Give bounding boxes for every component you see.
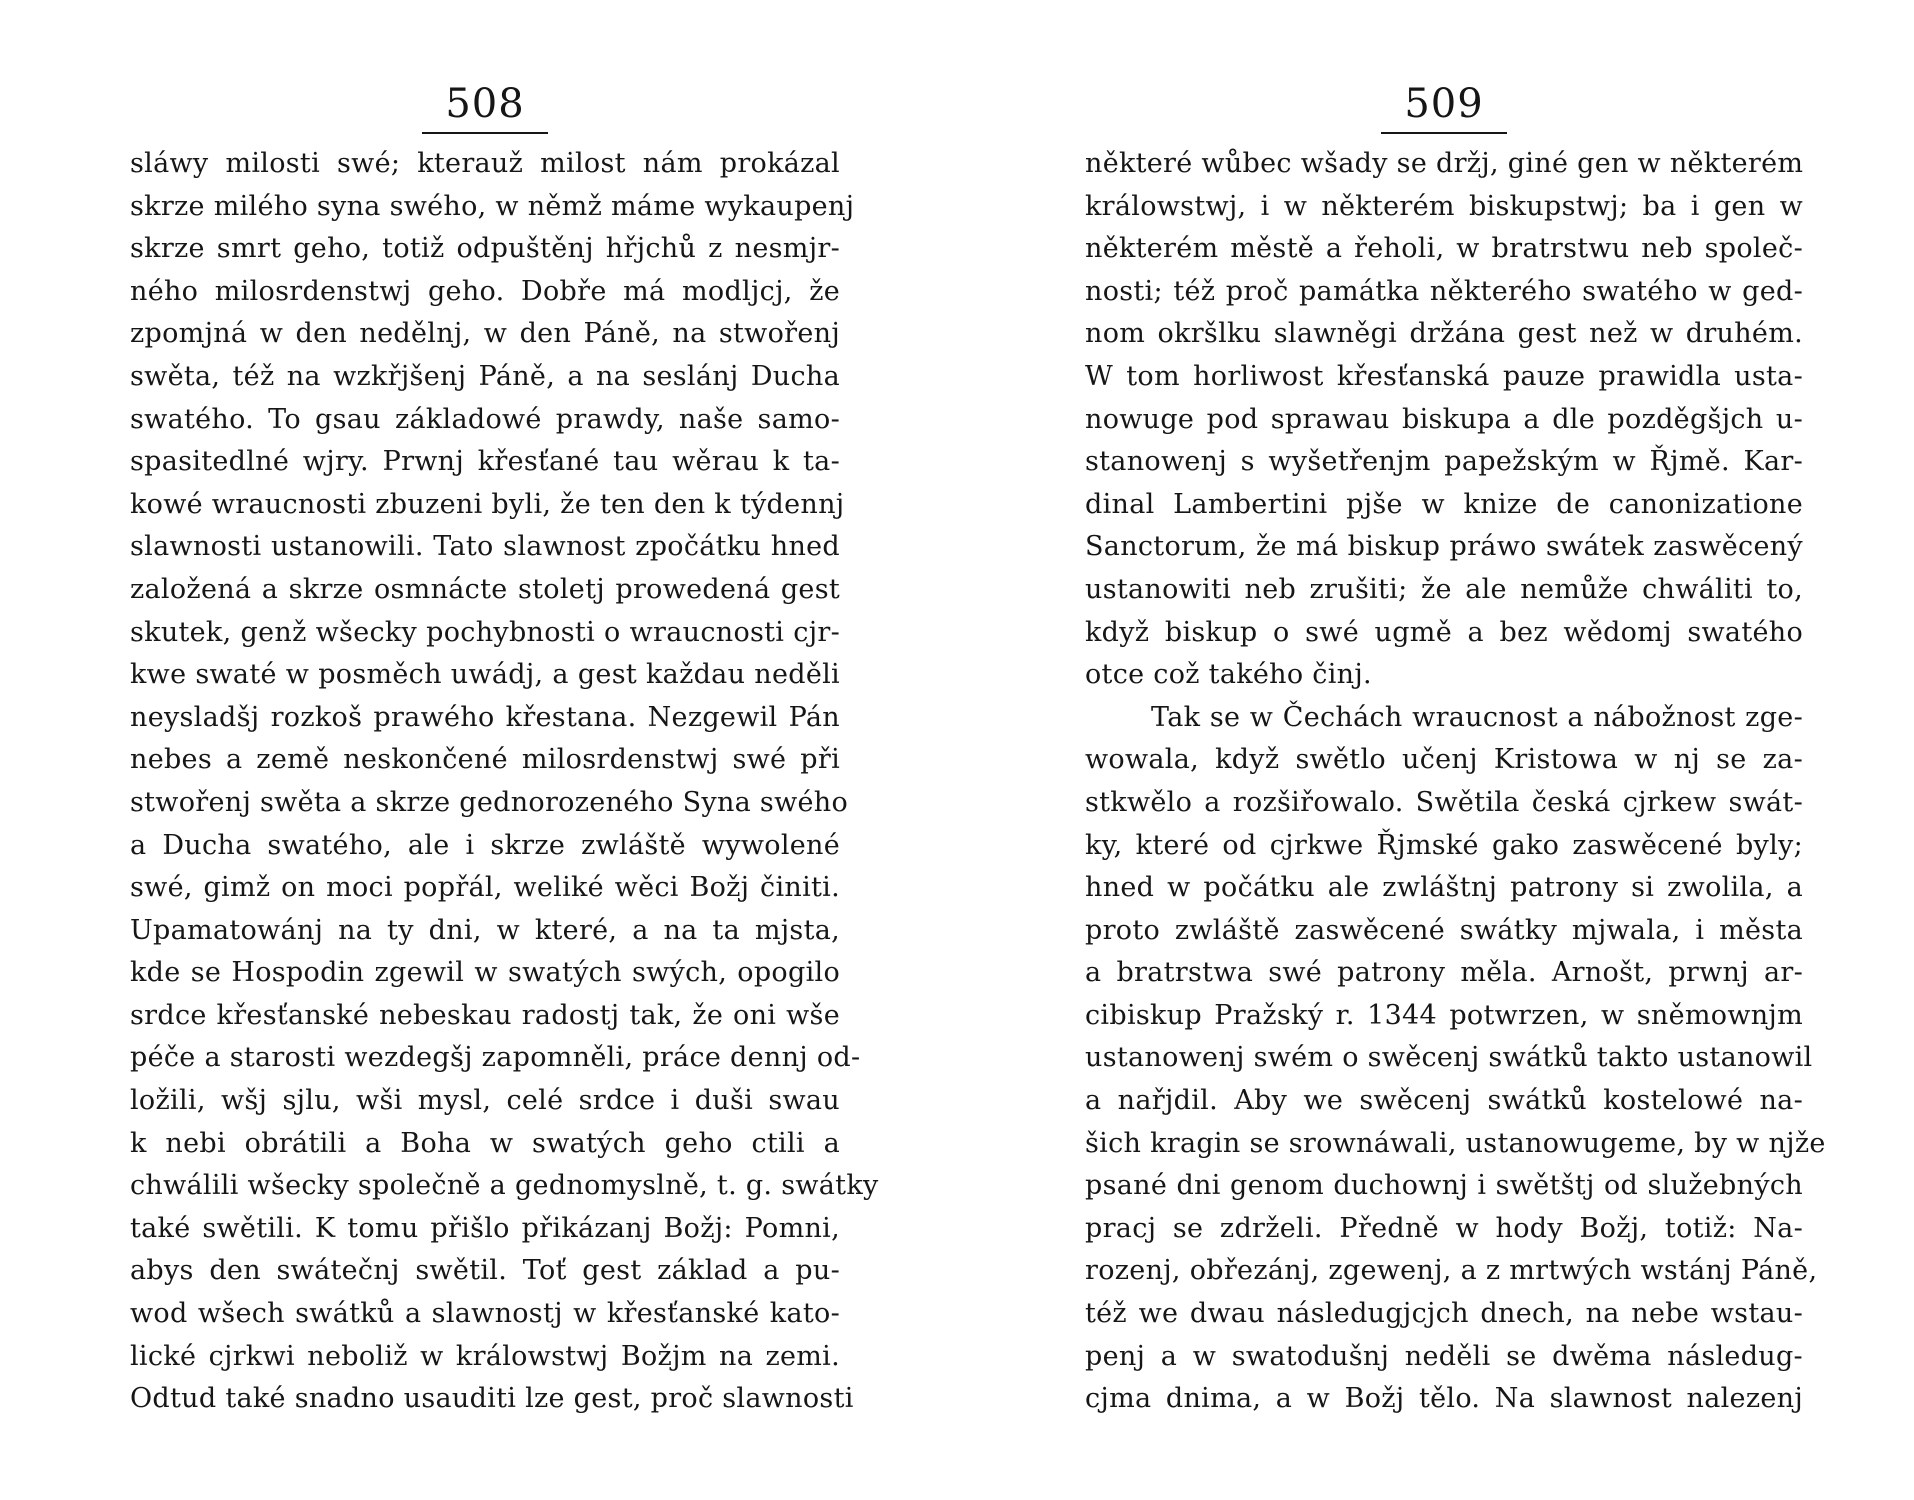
left-page [130,0,879,1500]
right-page [1085,0,1826,1500]
text-line: swé, gimž on moci popřál, weliké wěci Božj činiti. [130,872,840,904]
text-line: a nařjdil. Aby we swěcenj swátků kostelowé na- [1085,1085,1803,1117]
page-number-rule-left [422,132,548,134]
text-line: neysladšj rozkoš prawého křestana. Nezgewil Pán [130,701,840,733]
text-line: Upamatowánj na ty dni, w které, a na ta mjsta, [130,914,840,946]
text-line: psané dni genom duchownj i swětštj od služebných [1085,1170,1803,1202]
text-line: rozenj, obřezánj, zgewenj, a z mrtwých wstánj Páně, [1085,1255,1818,1287]
text-line: ložili, wšj sjlu, wši mysl, celé srdce i duši swau [130,1085,840,1117]
text-line: sláwy milosti swé; kterauž milost nám prokázal [130,148,840,179]
text-line: péče a starosti wezdegšj zapomněli, práce dennj od- [130,1042,861,1074]
text-line: swěta, též na wzkřjšenj Páně, a na seslánj Ducha [130,360,840,392]
text-line: chwálili wšecky společně a gednomyslně, t. g. swátky [130,1170,879,1202]
text-line: skrze smrt geho, totiž odpuštěnj hřjchů z nesmjr- [130,233,840,265]
page-number-right: 509 [1404,81,1484,127]
text-line: W tom horliwost křesťanská pauze prawidla usta- [1085,360,1803,392]
text-line: kde se Hospodin zgewil w swatých swých, opogilo [130,957,840,989]
text-line: Tak se w Čechách wraucnost a nábožnost zge- [1151,701,1803,733]
text-line: a bratrstwa swé patrony měla. Arnošt, prwnj ar- [1085,957,1803,989]
text-line: cjma dnima, a w Božj tělo. Na slawnost nalezenj [1085,1383,1803,1415]
text-line: stwořenj swěta a skrze gednorozeného Syna swého [130,786,849,818]
left-page-text [130,143,879,1421]
page-number-left: 508 [445,81,525,127]
text-line: šich kragin se srownáwali, ustanowugeme, by w njže [1085,1127,1826,1159]
text-line: Sanctorum, že má biskup práwo swátek zaswěcený [1085,531,1803,563]
text-line: ky, které od cjrkwe Řjmské gako zaswěcené byly; [1085,829,1803,861]
text-line: kwe swaté w posměch uwádj, a gest každau neděli [130,659,840,691]
text-line: skutek, genž wšecky pochybnosti o wraucnosti cjr- [130,616,840,648]
text-line: zpomjná w den nedělnj, w den Páně, na stwořenj [130,318,840,350]
text-line: slawnosti ustanowili. Tato slawnost zpočátku hned [130,531,840,563]
text-line: swatého. To gsau základowé prawdy, naše samo- [130,403,840,435]
text-line: stkwělo a rozšiřowalo. Swětila česká cjrkew swát- [1085,786,1803,818]
text-line: penj a w swatodušnj neděli se dwěma následug- [1085,1340,1803,1372]
text-line: a Ducha swatého, ale i skrze zwláště wywolené [130,829,840,861]
text-line: abys den swátečnj swětil. Toť gest základ a pu- [130,1255,840,1287]
text-line: Odtud také snadno usauditi lze gest, proč slawnosti [130,1383,854,1415]
text-line: wowala, když swětlo učenj Kristowa w nj se za- [1085,744,1803,776]
text-line: nowuge pod sprawau biskupa a dle pozděgšjch u- [1085,403,1803,435]
text-line: některém městě a řeholi, w bratrstwu neb společ- [1085,233,1803,265]
text-line: otce což takého činj. [1085,659,1372,691]
page-number-rule-right [1381,132,1507,134]
text-line: stanowenj s wyšetřenjm papežským w Řjmě. Kar- [1085,446,1803,478]
text-line: skrze milého syna swého, w němž máme wykaupenj [130,190,855,222]
text-line: srdce křesťanské nebeskau radostj tak, že oni wše [130,999,840,1031]
text-line: ustanowiti neb zrušiti; že ale nemůže chwáliti to, [1085,573,1803,605]
text-line: některé wůbec wšady se držj, giné gen w některém [1085,148,1804,179]
text-line: spasitedlné wjry. Prwnj křesťané tau wěrau k ta- [130,446,840,478]
text-line: též we dwau následugjcjch dnech, na nebe wstau- [1085,1298,1803,1330]
text-line: nom okršlku slawněgi držána gest než w druhém. [1085,318,1803,350]
text-line: hned w počátku ale zwláštnj patrony si zwolila, a [1085,872,1803,904]
text-line: pracj se zdrželi. Předně w hody Božj, totiž: Na- [1085,1212,1803,1244]
text-line: ného milosrdenstwj geho. Dobře má modljcj, že [130,275,840,307]
text-line: wod wšech swátků a slawnostj w křesťanské kato- [130,1298,840,1330]
text-line: nosti; též proč památka některého swatého w ged- [1085,275,1803,307]
text-line: také swětili. K tomu přišlo přikázanj Božj: Pomni, [130,1212,840,1244]
text-line: proto zwláště zaswěcené swátky mjwala, i města [1085,914,1803,946]
text-line: lické cjrkwi neboliž w králowstwj Božjm na zemi. [130,1340,840,1372]
text-line: ustanowenj swém o swěcenj swátků takto ustanowil [1085,1042,1813,1074]
text-line: dinal Lambertini pjše w knize de canonizatione [1085,488,1803,520]
text-line: cibiskup Pražský r. 1344 potwrzen, w sněmownjm [1085,999,1803,1031]
text-line: nebes a země neskončené milosrdenstwj swé při [130,744,840,776]
text-line: králowstwj, i w některém biskupstwj; ba i gen w [1085,190,1803,222]
text-line: založená a skrze osmnácte stoletj prowedená gest [130,573,840,605]
text-line: když biskup o swé ugmě a bez wědomj swatého [1085,616,1803,648]
text-line: k nebi obrátili a Boha w swatých geho ctili a [130,1127,840,1159]
text-line: kowé wraucnosti zbuzeni byli, že ten den k týdennj [130,488,845,520]
right-page-text [1085,143,1826,1421]
